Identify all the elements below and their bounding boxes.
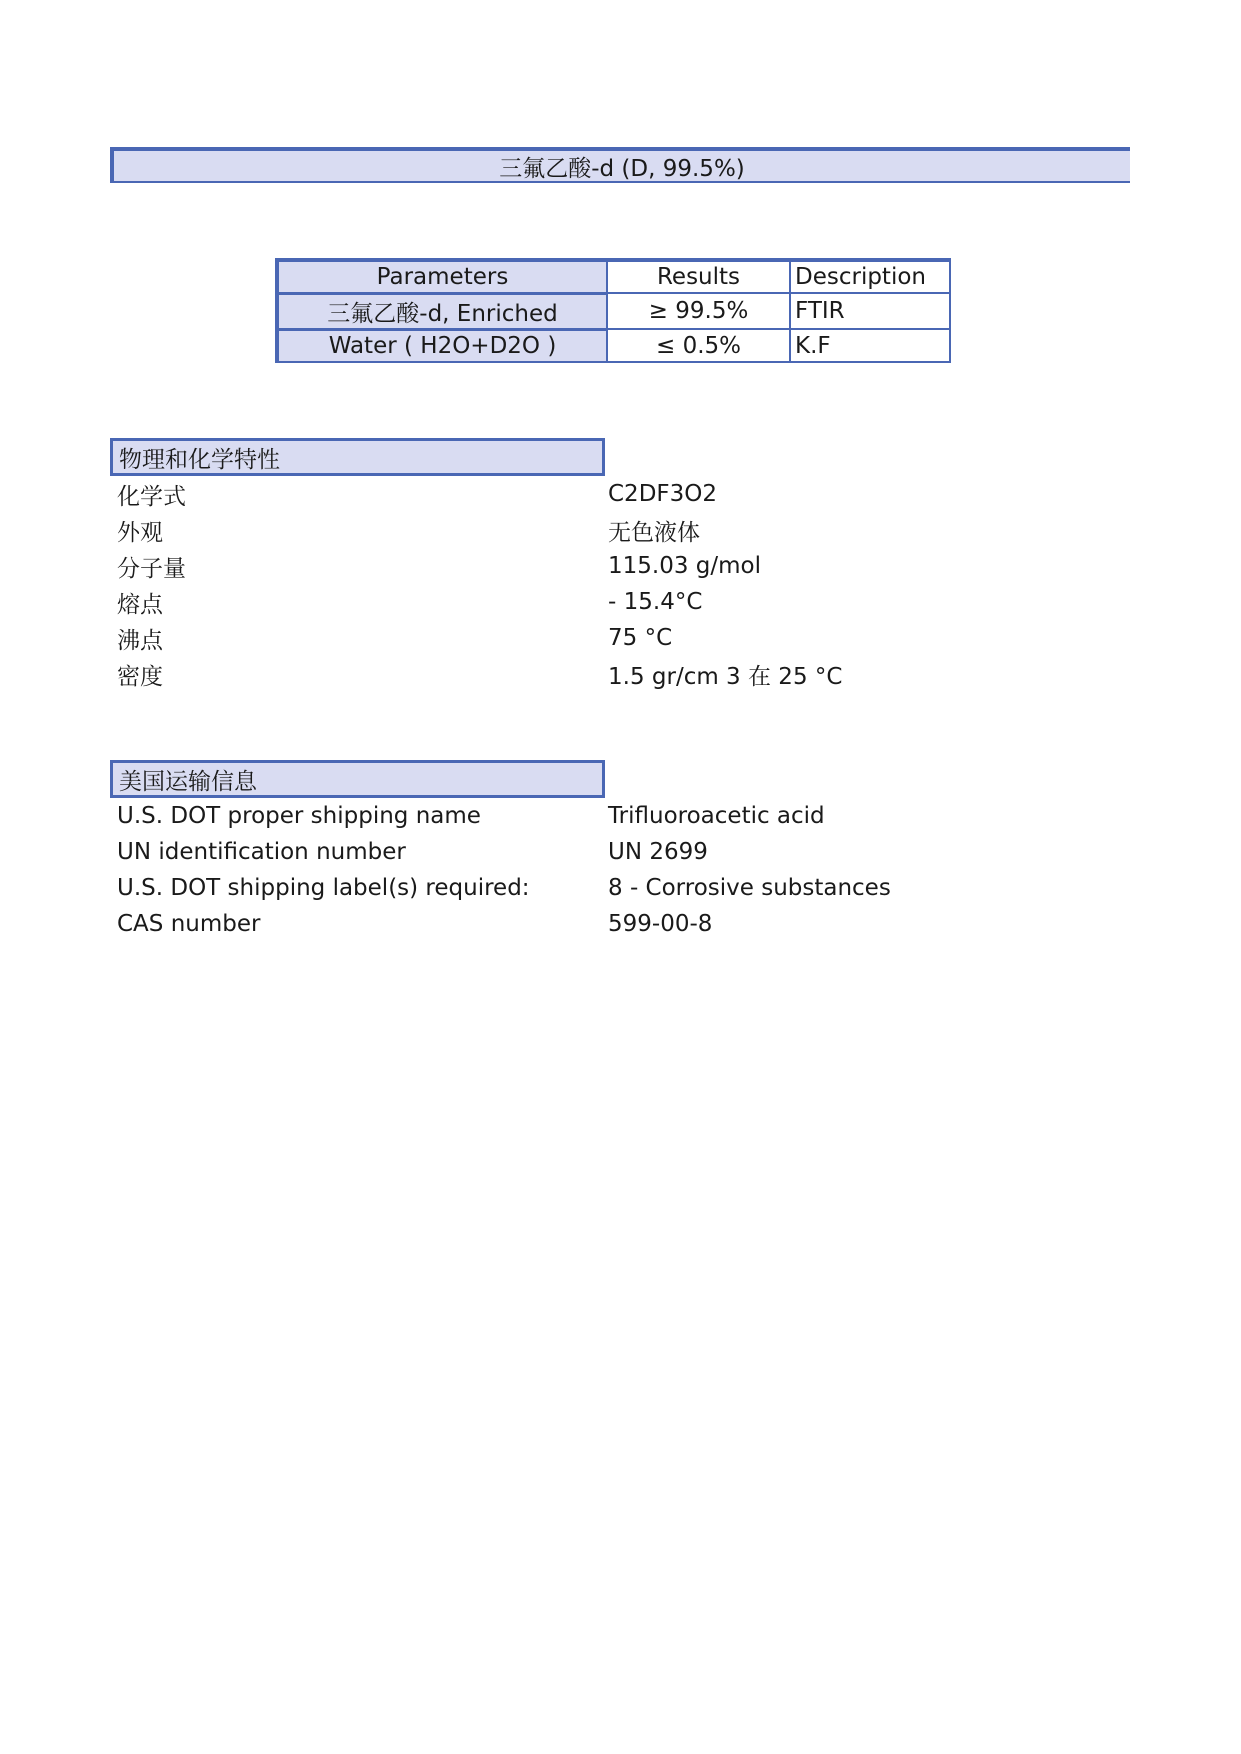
list-item: [117, 906, 1017, 942]
property-label: 外观: [117, 519, 163, 546]
shipping-value: Trifluoroacetic acid: [608, 803, 825, 829]
property-value: 115.03 g/mol: [608, 553, 762, 579]
property-label: 化学式: [117, 483, 186, 510]
physical-properties-list: [117, 476, 1017, 692]
shipping-label: U.S. DOT proper shipping name: [117, 803, 481, 829]
property-value: 75 °C: [608, 625, 673, 651]
document-title: [110, 147, 1130, 183]
document-title-text: 三氟乙酸-d (D, 99.5%): [499, 155, 745, 182]
property-label: 分子量: [117, 555, 186, 582]
spec-cell-description: FTIR: [790, 293, 950, 329]
list-item: [117, 798, 1017, 834]
property-label: 密度: [117, 663, 163, 690]
spec-table: [275, 258, 951, 363]
list-item: [117, 834, 1017, 870]
property-label: 沸点: [117, 627, 163, 654]
spec-header-results: Results: [607, 260, 790, 293]
property-value: - 15.4°C: [608, 589, 703, 615]
property-value: 1.5 gr/cm 3 在 25 °C: [608, 663, 843, 690]
property-value: C2DF3O2: [608, 481, 718, 507]
spec-cell-result: ≤ 0.5%: [607, 329, 790, 362]
list-item: [117, 512, 1017, 548]
spec-table-row: [277, 329, 950, 362]
list-item: [117, 584, 1017, 620]
shipping-value: 599-00-8: [608, 911, 713, 937]
spec-header-parameters: Parameters: [277, 260, 607, 293]
physical-properties-heading-text: 物理和化学特性: [119, 446, 280, 473]
spec-table-row: [277, 293, 950, 329]
spec-cell-parameter: 三氟乙酸-d, Enriched: [277, 293, 607, 329]
shipping-info-list: [117, 798, 1017, 942]
shipping-info-heading-text: 美国运输信息: [119, 768, 257, 795]
shipping-value: 8 - Corrosive substances: [608, 875, 891, 901]
spec-cell-result: ≥ 99.5%: [607, 293, 790, 329]
list-item: [117, 620, 1017, 656]
shipping-info-heading: [110, 760, 605, 798]
list-item: [117, 548, 1017, 584]
spec-table-header-row: [277, 260, 950, 293]
list-item: [117, 476, 1017, 512]
spec-cell-description: K.F: [790, 329, 950, 362]
shipping-label: UN identification number: [117, 839, 406, 865]
physical-properties-heading: [110, 438, 605, 476]
property-value: 无色液体: [608, 519, 700, 546]
list-item: [117, 870, 1017, 906]
spec-cell-parameter: Water ( H2O+D2O ): [277, 329, 607, 362]
list-item: [117, 656, 1017, 692]
shipping-value: UN 2699: [608, 839, 708, 865]
property-label: 熔点: [117, 591, 163, 618]
shipping-label: U.S. DOT shipping label(s) required:: [117, 875, 530, 901]
spec-header-description: Description: [790, 260, 950, 293]
shipping-label: CAS number: [117, 911, 261, 937]
